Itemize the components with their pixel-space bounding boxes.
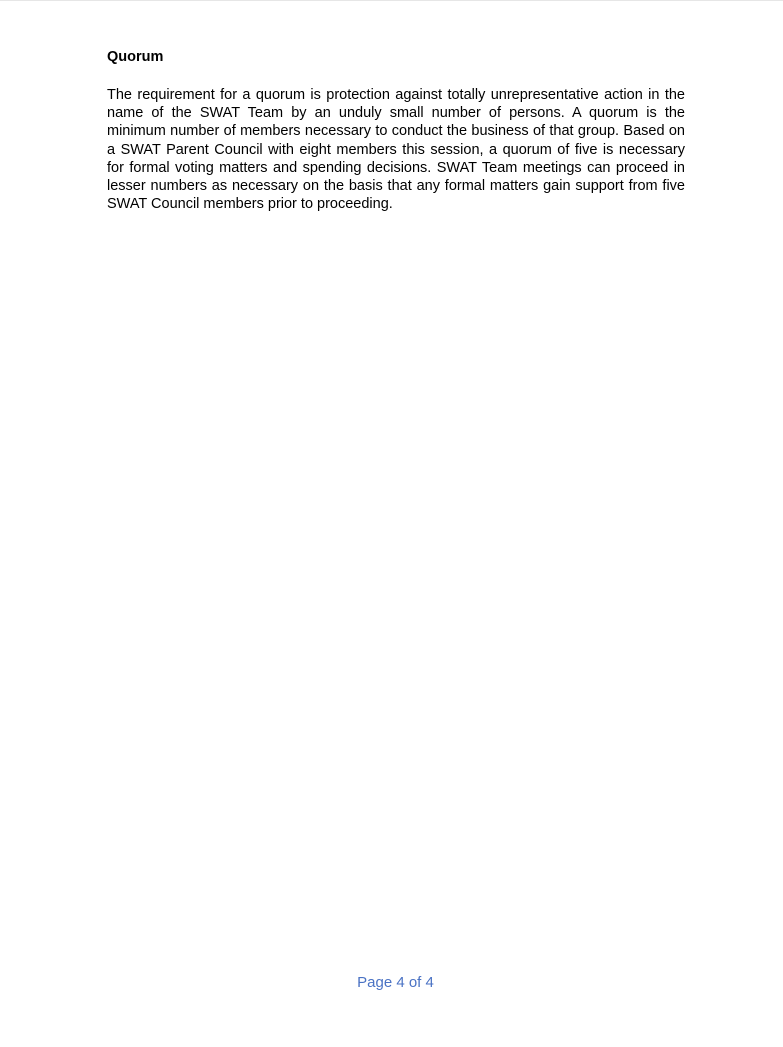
page-number-label: Page 4 of 4 xyxy=(357,974,434,991)
page-top-edge xyxy=(0,0,783,1)
section-heading: Quorum xyxy=(107,49,164,65)
page-footer xyxy=(0,974,783,992)
document-body xyxy=(107,48,685,213)
section-paragraph: The requirement for a quorum is protection against totally unrepresentative action in the name of the SWAT Team by an unduly small number of persons. A quorum is the minimum number of members necessary to conduct the business of that group. Based on a SWAT Parent Council with eight members this session, a quorum of five is necessary for formal voting matters and spending decisions. SWAT Team meetings can proceed in lesser numbers as necessary on the basis that any formal matters gain support from five SWAT Council members prior to proceeding. xyxy=(107,87,685,213)
